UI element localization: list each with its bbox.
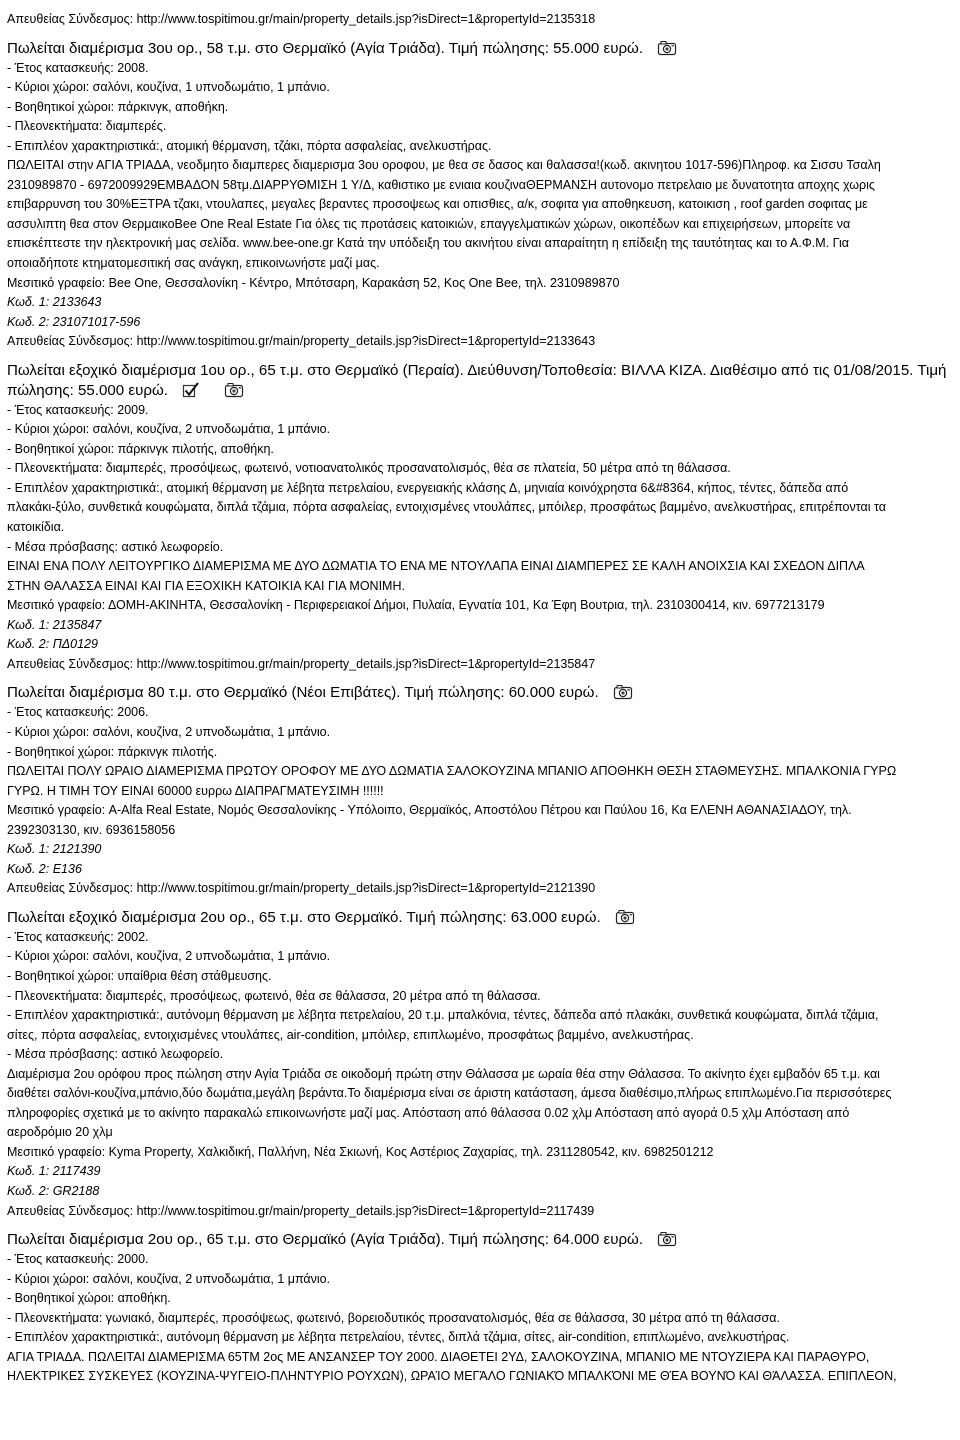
listing-detail-line: - Πλεονεκτήματα: διαμπερές, προσόψεως, φωτεινό, θέα σε θάλασσα, 20 μέτρα από τη θάλασσα. bbox=[7, 988, 541, 1003]
listing-detail-line: - Έτος κατασκευής: 2006. bbox=[7, 705, 149, 720]
listing-detail-line: 2392303130, κιν. 6936158056 bbox=[7, 822, 176, 837]
listing-title-text: Πωλείται εξοχικό διαμέρισμα 2ου ορ., 65 τ.μ. στο Θερμαϊκό. Τιμή πώλησης: 63.000 ευρώ. bbox=[7, 908, 601, 926]
listing-title-text: Πωλείται εξοχικό διαμέρισμα 1ου ορ., 65 τ.μ. στο Θερμαϊκό (Περαία). Διεύθυνση/Τοποθεσία: ΒΙΛΛΑ ΚΙΖΑ. Διαθέσιμο από τις 01/08/2015. Τιμή bbox=[7, 361, 947, 379]
listing-detail-line: - Επιπλέον χαρακτηριστικά:, ατομική θέρμανση με λέβητα πετρελαίου, ενεργειακής κλάσης Δ, μηνιαία κοινόχρηστα 6&#8364, κήπος, τέντες, δάπεδα από bbox=[7, 480, 849, 495]
listing-detail-line: - Βοηθητικοί χώροι: αποθήκη. bbox=[7, 1291, 171, 1306]
listing-detail-line: ασσυλιπτη θεα στον ΘερμαικοBee One Real Estate Για όλες τις προτάσεις κατοικιών, επαγγελματικών χώρων, οικοπέδων και επιχειρήσεων, μπορείτε να bbox=[7, 216, 851, 231]
listing-direct-link[interactable]: Απευθείας Σύνδεσμος: http://www.tospitimou.gr/main/property_details.jsp?isDirect=1&propertyId=2121390 bbox=[7, 881, 596, 896]
listing-code: Κωδ. 1: 2133643 bbox=[7, 295, 102, 310]
listing-detail-line: - Κύριοι χώροι: σαλόνι, κουζίνα, 2 υπνοδωμάτια, 1 μπάνιο. bbox=[7, 724, 331, 739]
listing-detail-line: - Έτος κατασκευής: 2009. bbox=[7, 402, 149, 417]
listing-detail-line: ΣΤΗΝ ΘΑΛΑΣΣΑ ΕΙΝΑΙ ΚΑΙ ΓΙΑ ΕΞΟΧΙΚΗ ΚΑΤΟΙΚΙΑ ΚΑΙ ΓΙΑ ΜΟΝΙΜΗ. bbox=[7, 578, 405, 593]
listing-block bbox=[7, 39, 953, 352]
listing-title bbox=[7, 39, 953, 59]
listing-detail-line: σίτες, πόρτα ασφαλείας, εντοιχισμένες ντουλάπες, air-condition, μπόιλερ, επιπλωμένο, προσφάτως βαμμένο, ανελκυστήρας. bbox=[7, 1027, 694, 1042]
listing-detail-line: ΠΩΛΕΙΤΑΙ στην ΑΓΙΑ ΤΡΙΑΔΑ, νεοδμητο διαμπερες διαμερισμα 3ου οροφου, με θεα σε δασος και θαλασσα!(κωδ. ακινητου 1017-596)Πληροφ. κα Σισσυ Τσαλη bbox=[7, 158, 881, 173]
listing-detail-line: Διαμέρισμα 2ου ορόφου προς πώληση στην Αγία Τριάδα σε οικοδομή πρώτη στην Θάλασσα με ωραία θέα στην Θάλασσα. Το ακίνητο έχει εμβαδόν 65 τ.μ. και bbox=[7, 1066, 880, 1081]
listing-detail-line: Μεσιτικό γραφείο: ΔΟΜΗ-ΑΚΙΝΗΤΑ, Θεσσαλονίκη - Περιφερειακοί Δήμοι, Πυλαία, Εγνατία 101, Κα Έφη Βουτρια, τηλ. 2310300414, κιν. 6977213179 bbox=[7, 598, 825, 613]
listing-title bbox=[7, 361, 953, 381]
listing-code: Κωδ. 1: 2121390 bbox=[7, 842, 102, 857]
listing-code: Κωδ. 2: Ε136 bbox=[7, 861, 82, 876]
listing-detail-line: - Βοηθητικοί χώροι: πάρκινγκ πιλοτής. bbox=[7, 744, 218, 759]
listing-detail-line: - Βοηθητικοί χώροι: πάρκινγκ πιλοτής, αποθήκη. bbox=[7, 441, 274, 456]
listing-detail-line: πληροφορίες σχετικά με το ακίνητο παρακαλώ επικοινωνήστε μαζί μας. Απόσταση από θάλασσα 0.02 χλμ Απόσταση από αγορά 0.5 χλμ Απόσταση από bbox=[7, 1105, 850, 1120]
listing-detail-line: διαθέτει σαλόνι-κουζίνα,μπάνιο,δύο δωμάτια,μεγάλη βεράντα.Το διαμέρισμα είναι σε άριστη κατάσταση, άμεσα διαθέσιμο,πλήρως επιπλωμένο.Για περισσότερες bbox=[7, 1086, 892, 1101]
listing-direct-link[interactable]: Απευθείας Σύνδεσμος: http://www.tospitimou.gr/main/property_details.jsp?isDirect=1&propertyId=2135847 bbox=[7, 656, 596, 671]
listing-detail-line: - Έτος κατασκευής: 2000. bbox=[7, 1252, 149, 1267]
listing-detail-line: - Επιπλέον χαρακτηριστικά:, αυτόνομη θέρμανση με λέβητα πετρελαίου, τέντες, διπλά τζάμια, σίτες, air-condition, επιπλωμένο, ανελκυστήρας. bbox=[7, 1330, 790, 1345]
listing-block bbox=[7, 908, 953, 1221]
listing-code: Κωδ. 1: 2135847 bbox=[7, 617, 102, 632]
listing-code: Κωδ. 2: GR2188 bbox=[7, 1183, 100, 1198]
listing-detail-line: ΓΥΡΩ. Η ΤΙΜΗ ΤΟΥ ΕΙΝΑΙ 60000 ευρρω ΔΙΑΠΡΑΓΜΑΤΕΥΣΙΜΗ !!!!!! bbox=[7, 783, 384, 798]
listing-detail-line: - Κύριοι χώροι: σαλόνι, κουζίνα, 2 υπνοδωμάτια, 1 μπάνιο. bbox=[7, 1271, 331, 1286]
camera-icon[interactable] bbox=[224, 382, 244, 404]
listing-block bbox=[7, 1230, 953, 1387]
camera-icon[interactable] bbox=[657, 1231, 677, 1253]
listings-container bbox=[7, 39, 953, 1387]
listing-title-text: Πωλείται διαμέρισμα 2ου ορ., 65 τ.μ. στο Θερμαϊκό (Αγία Τριάδα). Τιμή πώλησης: 64.000 ευρώ. bbox=[7, 1231, 644, 1249]
listing-detail-line: ΑΓΙΑ ΤΡΙΑΔΑ. ΠΩΛΕΙΤΑΙ ΔΙΑΜΕΡΙΣΜΑ 65ΤΜ 2ος ΜΕ ΑΝΣΑΝΣΕΡ ΤΟΥ 2000. ΔΙΑΘΕΤΕΙ 2ΥΔ, ΣΑΛΟΚΟΥΖΙΝΑ, ΜΠΑΝΙΟ ΜΕ ΝΤΟΥΖΙΕΡΑ ΚΑΙ ΠΑΡΑΘΥΡΟ, bbox=[7, 1349, 870, 1364]
listing-detail-line: Μεσιτικό γραφείο: A-Alfa Real Estate, Νομός Θεσσαλονίκης - Υπόλοιπο, Θερμαϊκός, Αποστόλου Πέτρου και Παύλου 16, Κα ΕΛΕΝΗ ΑΘΑΝΑΣΙΑΔΟΥ, τηλ. bbox=[7, 803, 852, 818]
listing-code: Κωδ. 2: ΠΔ0129 bbox=[7, 637, 98, 652]
listing-detail-line: - Βοηθητικοί χώροι: πάρκινγκ, αποθήκη. bbox=[7, 99, 229, 114]
listing-detail-line: - Έτος κατασκευής: 2008. bbox=[7, 60, 149, 75]
listing-detail-line: αεροδρόμιο 20 χλμ bbox=[7, 1125, 113, 1140]
listing-detail-line: επισκέπτεστε την ηλεκτρονική μας σελίδα. www.bee-one.gr Κατά την υπόδειξη του ακινήτου είναι απαραίτητη η επίδειξη της ταυτότητας και το Α.Φ.Μ. Για bbox=[7, 236, 849, 251]
listing-title bbox=[7, 683, 953, 703]
listing-code: Κωδ. 2: 231071017-596 bbox=[7, 314, 141, 329]
listing-detail-line: ΕΙΝΑΙ ΕΝΑ ΠΟΛΥ ΛΕΙΤΟΥΡΓΙΚΟ ΔΙΑΜΕΡΙΣΜΑ ΜΕ ΔΥΟ ΔΩΜΑΤΙΑ ΤΟ ΕΝΑ ΜΕ ΝΤΟΥΛΑΠΑ ΕΙΝΑΙ ΔΙΑΜΠΕΡΕΣ ΣΕ ΚΑΛΗ ΑΝΟΙΧΣΙΑ ΚΑΙ ΣΧΕΔΟΝ ΔΙΠΛΑ bbox=[7, 559, 865, 574]
listing-detail-line: - Βοηθητικοί χώροι: υπαίθρια θέση στάθμευσης. bbox=[7, 968, 272, 983]
top-direct-link[interactable]: Απευθείας Σύνδεσμος: http://www.tospitimou.gr/main/property_details.jsp?isDirect=1&propertyId=2135318 bbox=[7, 12, 596, 26]
listing-detail-line: - Κύριοι χώροι: σαλόνι, κουζίνα, 2 υπνοδωμάτια, 1 μπάνιο. bbox=[7, 949, 331, 964]
listing-detail-line: 2310989870 - 6972009929ΕΜΒΑΔΟΝ 58τμ.ΔΙΑΡΡΥΘΜΙΣΗ 1 Υ/Δ, καθιστικο με ενιαια κουζιναΘΕΡΜΑΝΣΗ αυτονομο πετρελαιο με δυνατοτητα αποχης χωρις bbox=[7, 177, 875, 192]
listing-detail-line: - Κύριοι χώροι: σαλόνι, κουζίνα, 1 υπνοδωμάτιο, 1 μπάνιο. bbox=[7, 80, 330, 95]
listing-block bbox=[7, 683, 953, 898]
listing-title bbox=[7, 1230, 953, 1250]
listing-code: Κωδ. 1: 2117439 bbox=[7, 1164, 101, 1179]
checkbox-icon bbox=[182, 382, 200, 404]
listing-title-text: πώλησης: 55.000 ευρώ. bbox=[7, 381, 168, 399]
listing-detail-line: πλακάκι-ξύλο, συνθετικά κουφώματα, διπλά τζάμια, πόρτα ασφαλείας, εντοιχισμένες ντουλάπες, μπόιλερ, προσφάτως βαμμένο, ανελκυστήρας, επιτρέπονται τα bbox=[7, 500, 886, 515]
listing-title bbox=[7, 381, 953, 401]
listing-detail-line: - Μέσα πρόσβασης: αστικό λεωφορείο. bbox=[7, 539, 224, 554]
listing-detail-line: - Κύριοι χώροι: σαλόνι, κουζίνα, 2 υπνοδωμάτια, 1 μπάνιο. bbox=[7, 422, 331, 437]
listings-document bbox=[7, 10, 953, 1387]
listing-detail-line: επιβαρρυνση του 30%ΕΞΤΡΑ τζακι, ντουλαπες, μεγαλες βεραντες προσοψεως και οπισθιες, α/κ, σοφιτα για αποθηκευση, κατοικιση , roof garden σοφιτας με bbox=[7, 197, 868, 212]
listing-detail-line: οποιαδήποτε κτηματομεσιτική σας ανάγκη, επικοινωνήστε μαζί μας. bbox=[7, 256, 380, 271]
listing-direct-link[interactable]: Απευθείας Σύνδεσμος: http://www.tospitimou.gr/main/property_details.jsp?isDirect=1&propertyId=2117439 bbox=[7, 1203, 595, 1218]
listing-detail-line: - Επιπλέον χαρακτηριστικά:, ατομική θέρμανση, τζάκι, πόρτα ασφαλείας, ανελκυστήρας. bbox=[7, 138, 492, 153]
listing-detail-line: - Πλεονεκτήματα: γωνιακό, διαμπερές, προσόψεως, φωτεινό, βορειοδυτικός προσανατολισμός, θέα σε θάλασσα, 30 μέτρα από τη θάλασσα. bbox=[7, 1310, 780, 1325]
listing-detail-line: ΗΛΕΚΤΡΙΚΕΣ ΣΥΣΚΕΥΕΣ (ΚΟΥΖΙΝΑ-ΨΥΓΕΙΟ-ΠΛΗΝΤΥΡΙΟ ΡΟΥΧΩΝ), ΩΡΑΊΟ ΜΕΓΆΛΟ ΓΩΝΙΑΚΌ ΜΠΑΛΚΌΝΙ ΜΕ ΘΈΑ ΒΟΥΝΌ ΚΑΙ ΘΆΛΑΣΣΑ. ΕΠΙΠΛΕΟΝ, bbox=[7, 1369, 897, 1384]
listing-detail-line: - Μέσα πρόσβασης: αστικό λεωφορείο. bbox=[7, 1047, 224, 1062]
listing-detail-line: - Πλεονεκτήματα: διαμπερές, προσόψεως, φωτεινό, νοτιοανατολικός προσανατολισμός, θέα σε πλατεία, 50 μέτρα από τη θάλασσα. bbox=[7, 461, 731, 476]
listing-detail-line: Μεσιτικό γραφείο: Kyma Property, Χαλκιδική, Παλλήνη, Νέα Σκιωνή, Κος Αστέριος Ζαχαρίας, τηλ. 2311280542, κιν. 6982501212 bbox=[7, 1144, 714, 1159]
listing-detail-line: - Έτος κατασκευής: 2002. bbox=[7, 929, 149, 944]
listing-detail-line: κατοικίδια. bbox=[7, 520, 65, 535]
listing-title-text: Πωλείται διαμέρισμα 3ου ορ., 58 τ.μ. στο Θερμαϊκό (Αγία Τριάδα). Τιμή πώλησης: 55.000 ευρώ. bbox=[7, 39, 644, 57]
listing-direct-link[interactable]: Απευθείας Σύνδεσμος: http://www.tospitimou.gr/main/property_details.jsp?isDirect=1&propertyId=2133643 bbox=[7, 334, 596, 349]
listing-detail-line: Μεσιτικό γραφείο: Bee One, Θεσσαλονίκη - Κέντρο, Μπότσαρη, Καρακάση 52, Κος One Bee, τηλ. 2310989870 bbox=[7, 275, 620, 290]
listing-detail-line: ΠΩΛΕΙΤΑΙ ΠΟΛΥ ΩΡΑΙΟ ΔΙΑΜΕΡΙΣΜΑ ΠΡΩΤΟΥ ΟΡΟΦΟΥ ΜΕ ΔΥΟ ΔΩΜΑΤΙΑ ΣΑΛΟΚΟΥΖΙΝΑ ΜΠΑΝΙΟ ΑΠΟΘΗΚΗ ΘΕΣΗ ΣΤΑΘΜΕΥΣΗΣ. ΜΠΑΛΚΟΝΙΑ ΓΥΡΩ bbox=[7, 764, 897, 779]
listing-block bbox=[7, 361, 953, 675]
camera-icon[interactable] bbox=[615, 909, 635, 931]
camera-icon[interactable] bbox=[657, 40, 677, 62]
listing-title bbox=[7, 908, 953, 928]
listing-title-text: Πωλείται διαμέρισμα 80 τ.μ. στο Θερμαϊκό (Νέοι Επιβάτες). Τιμή πώλησης: 60.000 ευρώ. bbox=[7, 684, 599, 702]
listing-detail-line: - Πλεονεκτήματα: διαμπερές. bbox=[7, 119, 167, 134]
camera-icon[interactable] bbox=[613, 684, 633, 706]
listing-detail-line: - Επιπλέον χαρακτηριστικά:, αυτόνομη θέρμανση με λέβητα πετρελαίου, 20 τ.μ. μπαλκόνια, τέντες, δάπεδα από πλακάκι, συνθετικά κουφώματα, διπλά τζάμια, bbox=[7, 1008, 879, 1023]
